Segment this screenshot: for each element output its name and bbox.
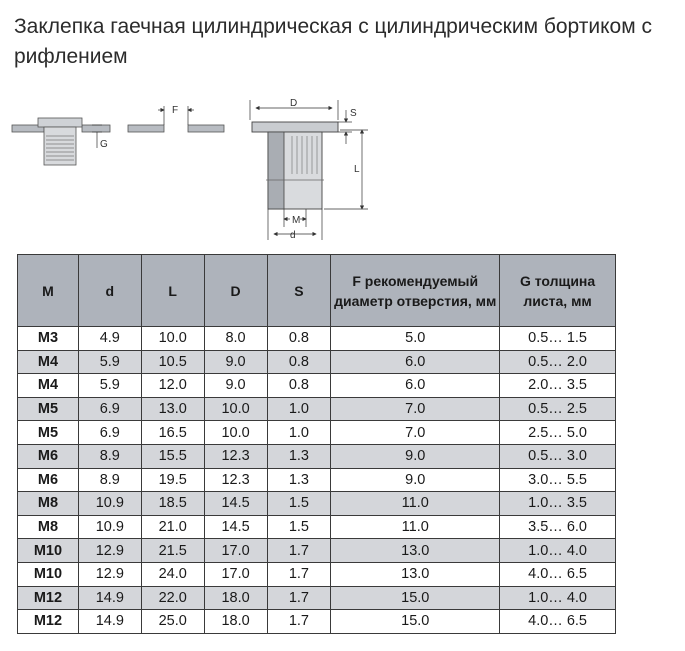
- cell-f: 9.0: [331, 444, 500, 468]
- table-row: [18, 610, 616, 634]
- cell-l: 18.5: [141, 492, 204, 516]
- table-row: [18, 397, 616, 421]
- cell-l: 25.0: [141, 610, 204, 634]
- cell-l: 21.0: [141, 515, 204, 539]
- header-m: M: [18, 255, 79, 327]
- cell-head-diameter: 10.0: [204, 397, 267, 421]
- cell-s: 1.5: [267, 515, 331, 539]
- cell-head-diameter: 12.3: [204, 468, 267, 492]
- cell-head-diameter: 18.0: [204, 586, 267, 610]
- cell-f: 6.0: [331, 350, 500, 374]
- cell-m: M8: [18, 492, 79, 516]
- cell-l: 19.5: [141, 468, 204, 492]
- cell-d: 5.9: [78, 350, 141, 374]
- cell-f: 11.0: [331, 492, 500, 516]
- header-f: F рекомендуемый диаметр отверстия, мм: [331, 255, 500, 327]
- cell-m: M3: [18, 327, 79, 351]
- cell-m: M8: [18, 515, 79, 539]
- table-row: [18, 562, 616, 586]
- cell-m: M6: [18, 468, 79, 492]
- cell-d: 10.9: [78, 515, 141, 539]
- cell-head-diameter: 9.0: [204, 350, 267, 374]
- cell-g: 0.5… 2.5: [500, 397, 616, 421]
- cell-head-diameter: 10.0: [204, 421, 267, 445]
- cell-head-diameter: 8.0: [204, 327, 267, 351]
- cell-l: 16.5: [141, 421, 204, 445]
- cell-l: 24.0: [141, 562, 204, 586]
- cell-m: M12: [18, 610, 79, 634]
- cell-d: 12.9: [78, 539, 141, 563]
- cell-d: 12.9: [78, 562, 141, 586]
- table-row: [18, 492, 616, 516]
- cell-g: 4.0… 6.5: [500, 562, 616, 586]
- cell-g: 0.5… 3.0: [500, 444, 616, 468]
- cell-g: 3.0… 5.5: [500, 468, 616, 492]
- cell-d: 6.9: [78, 421, 141, 445]
- cell-m: M5: [18, 421, 79, 445]
- cell-f: 7.0: [331, 421, 500, 445]
- cell-m: M5: [18, 397, 79, 421]
- cell-l: 22.0: [141, 586, 204, 610]
- cell-l: 15.5: [141, 444, 204, 468]
- cell-f: 15.0: [331, 610, 500, 634]
- table-body: [18, 327, 616, 634]
- cell-s: 1.5: [267, 492, 331, 516]
- cell-g: 1.0… 4.0: [500, 539, 616, 563]
- cell-d: 10.9: [78, 492, 141, 516]
- cell-s: 1.7: [267, 586, 331, 610]
- header-head-diameter: D: [204, 255, 267, 327]
- cell-f: 13.0: [331, 539, 500, 563]
- hole-diagram: [128, 105, 224, 132]
- cell-d: 5.9: [78, 374, 141, 398]
- cell-l: 10.5: [141, 350, 204, 374]
- header-row: [18, 255, 616, 327]
- cell-s: 1.7: [267, 539, 331, 563]
- table-row: [18, 586, 616, 610]
- cell-f: 5.0: [331, 327, 500, 351]
- header-s: S: [267, 255, 331, 327]
- cell-l: 21.5: [141, 539, 204, 563]
- label-d-upper: D: [290, 98, 298, 109]
- cell-g: 4.0… 6.5: [500, 610, 616, 634]
- cell-s: 0.8: [267, 350, 331, 374]
- cell-m: M10: [18, 562, 79, 586]
- label-m: M: [292, 215, 301, 226]
- cell-s: 1.0: [267, 397, 331, 421]
- cell-head-diameter: 18.0: [204, 610, 267, 634]
- cell-head-diameter: 17.0: [204, 539, 267, 563]
- table-row: [18, 421, 616, 445]
- cell-g: 1.0… 4.0: [500, 586, 616, 610]
- cell-s: 0.8: [267, 327, 331, 351]
- table-row: [18, 327, 616, 351]
- cell-d: 4.9: [78, 327, 141, 351]
- cell-f: 7.0: [331, 397, 500, 421]
- label-f: F: [172, 105, 179, 116]
- cell-d: 14.9: [78, 586, 141, 610]
- cell-d: 14.9: [78, 610, 141, 634]
- cell-head-diameter: 14.5: [204, 515, 267, 539]
- cell-g: 2.0… 3.5: [500, 374, 616, 398]
- table-row: [18, 539, 616, 563]
- cell-g: 3.5… 6.0: [500, 515, 616, 539]
- cell-m: M6: [18, 444, 79, 468]
- table-row: [18, 444, 616, 468]
- cell-m: M4: [18, 350, 79, 374]
- table-row: [18, 468, 616, 492]
- page-title: Заклепка гаечная цилиндрическая с цилиндрическим бортиком с рифлением: [14, 15, 652, 68]
- label-s: S: [350, 108, 357, 119]
- cell-d: 8.9: [78, 444, 141, 468]
- cell-head-diameter: 9.0: [204, 374, 267, 398]
- cell-s: 1.7: [267, 562, 331, 586]
- label-d-lower: d: [290, 230, 296, 241]
- label-g: G: [100, 139, 108, 150]
- rivet-nut-diagrams: [0, 92, 685, 250]
- cell-head-diameter: 14.5: [204, 492, 267, 516]
- header-l: L: [141, 255, 204, 327]
- cell-l: 10.0: [141, 327, 204, 351]
- cell-f: 13.0: [331, 562, 500, 586]
- table-row: [18, 374, 616, 398]
- cell-s: 1.3: [267, 444, 331, 468]
- cell-l: 12.0: [141, 374, 204, 398]
- label-l: L: [354, 164, 360, 175]
- cell-g: 2.5… 5.0: [500, 421, 616, 445]
- header-g: G толщина листа, мм: [500, 255, 616, 327]
- cell-g: 0.5… 1.5: [500, 327, 616, 351]
- cell-m: M10: [18, 539, 79, 563]
- cell-d: 8.9: [78, 468, 141, 492]
- cell-f: 11.0: [331, 515, 500, 539]
- cell-head-diameter: 12.3: [204, 444, 267, 468]
- cell-m: M12: [18, 586, 79, 610]
- cell-g: 1.0… 3.5: [500, 492, 616, 516]
- cell-f: 6.0: [331, 374, 500, 398]
- cell-m: M4: [18, 374, 79, 398]
- installed-rivet-diagram: [12, 118, 110, 165]
- cell-f: 15.0: [331, 586, 500, 610]
- cell-l: 13.0: [141, 397, 204, 421]
- table-row: [18, 350, 616, 374]
- cell-s: 0.8: [267, 374, 331, 398]
- spec-table: [17, 254, 616, 634]
- cell-s: 1.7: [267, 610, 331, 634]
- cell-d: 6.9: [78, 397, 141, 421]
- table-row: [18, 515, 616, 539]
- cell-s: 1.0: [267, 421, 331, 445]
- cell-s: 1.3: [267, 468, 331, 492]
- cell-g: 0.5… 2.0: [500, 350, 616, 374]
- header-d: d: [78, 255, 141, 327]
- cell-f: 9.0: [331, 468, 500, 492]
- cell-head-diameter: 17.0: [204, 562, 267, 586]
- rivet-profile-diagram: [250, 98, 368, 241]
